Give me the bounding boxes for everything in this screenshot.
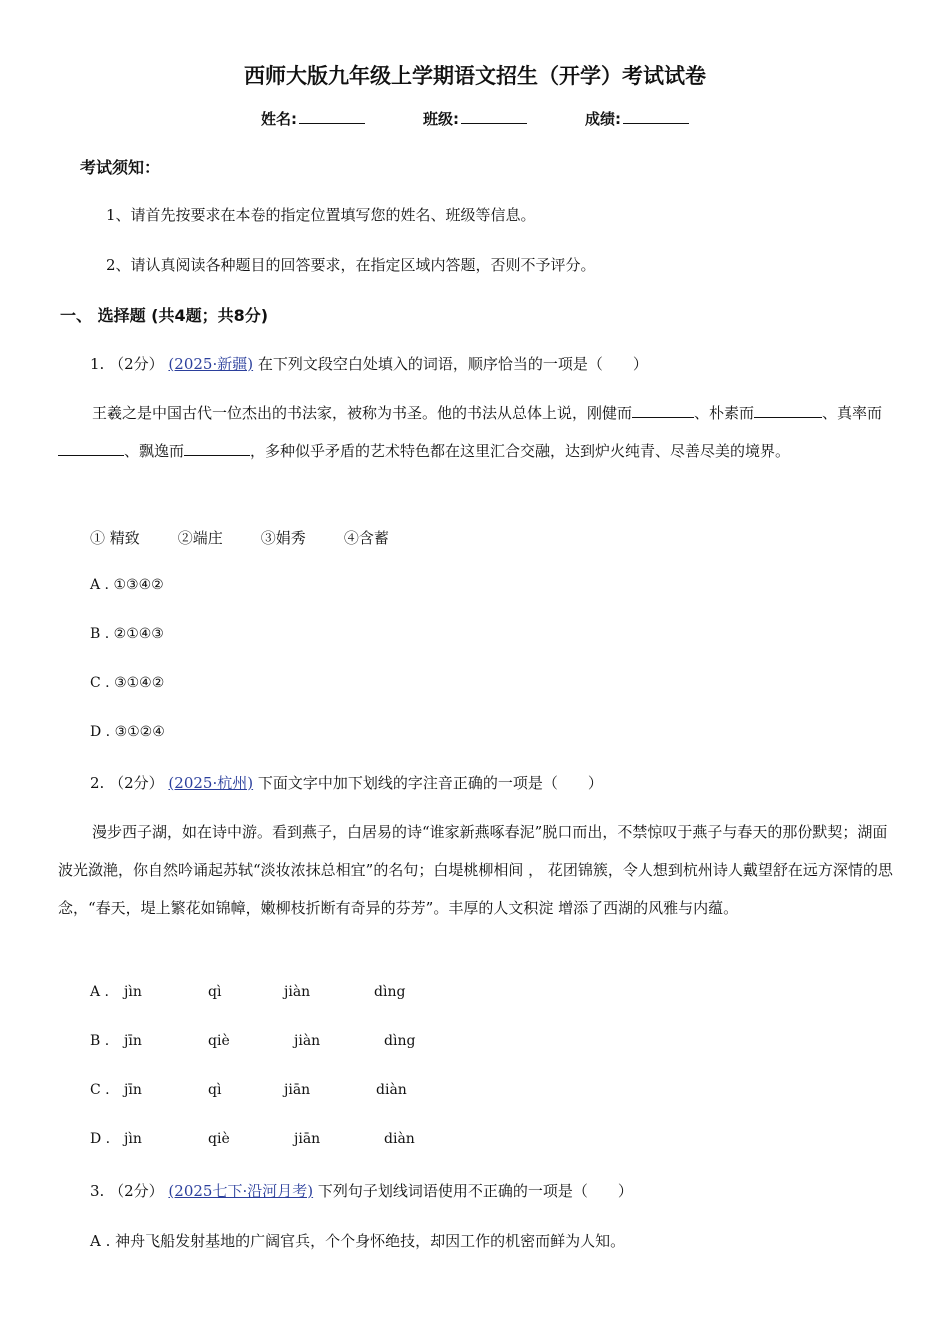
question-3-header <box>90 1180 633 1201</box>
fill-blank-2[interactable] <box>754 403 812 418</box>
question-2-option-b[interactable]: B . jīn qiè jiàn dìng <box>90 1033 416 1049</box>
section-1-heading: 一、 选择题 (共4题；共8分) <box>60 306 269 325</box>
question-3-option-a[interactable]: A . 神舟飞船发射基地的广阔官兵，个个身怀绝技，却因工作的机密而鲜为人知。 <box>90 1232 626 1250</box>
fill-blank-2-cont <box>812 403 822 418</box>
word-choice: ① 精致 <box>90 529 140 547</box>
question-3-number: 3. <box>90 1182 105 1200</box>
question-3-source-link[interactable]: (2025七下·沿河月考) <box>168 1182 314 1200</box>
notice-heading: 考试须知： <box>80 158 161 177</box>
score-blank[interactable] <box>623 109 689 124</box>
notice-item-2: 2、请认真阅读各种题目的回答要求，在指定区域内答题，否则不予评分。 <box>106 256 596 274</box>
question-1-option-a[interactable]: A . ①③④② <box>90 577 164 593</box>
question-1-option-c[interactable]: C . ③①④② <box>90 675 165 691</box>
class-label: 班级: <box>423 110 459 128</box>
word-choice: ④含蓄 <box>343 529 389 547</box>
question-2-header <box>90 772 603 793</box>
exam-title: 西师大版九年级上学期语文招生（开学）考试试卷 <box>244 64 706 88</box>
question-1-word-choices <box>90 527 389 548</box>
fill-blank-3[interactable] <box>58 441 124 456</box>
notice-item-1: 1、请首先按要求在本卷的指定位置填写您的姓名、班级等信息。 <box>106 206 536 224</box>
fill-blank-4[interactable] <box>184 441 250 456</box>
question-2-option-c[interactable]: C . jīn qì jiān diàn <box>90 1082 407 1098</box>
word-choice: ③娟秀 <box>260 529 306 547</box>
question-2-passage: 漫步西子湖，如在诗中游。看到燕子，白居易的诗“谁家新燕啄春泥”脱口而出，不禁惊叹于燕子与春天的那份默契；湖面波光潋滟，你自然吟诵起苏轼“淡妆浓抹总相宜”的名句；白堤桃柳相间 ， 花团锦簇，令人想到杭州诗人戴望舒在远方深情的思念，“春天，堤上繁花如锦幛，嫩柳枝折断有奇异的芬芳”。丰厚的人文积淀 增添了西湖的风雅与内蕴。 <box>58 823 893 917</box>
word-choice: ②端庄 <box>177 529 223 547</box>
question-1-source-link[interactable]: (2025·新疆) <box>168 355 254 373</box>
question-2-option-d[interactable]: D . jìn qiè jiān diàn <box>90 1131 415 1147</box>
student-info-line <box>0 108 950 129</box>
score-field[interactable] <box>585 108 689 129</box>
question-2-number: 2. <box>90 774 105 792</box>
class-field[interactable] <box>423 108 527 129</box>
question-1-points: （2分） <box>109 355 164 373</box>
name-field[interactable] <box>261 108 365 129</box>
score-label: 成绩: <box>585 110 621 128</box>
question-2-source-link[interactable]: (2025·杭州) <box>168 774 254 792</box>
question-1-header <box>90 353 648 374</box>
question-2-points: （2分） <box>109 774 164 792</box>
question-3-stem: 下列句子划线词语使用不正确的一项是（ ） <box>317 1182 633 1200</box>
question-1-number: 1. <box>90 355 105 373</box>
name-label: 姓名: <box>261 110 297 128</box>
question-1-stem: 在下列文段空白处填入的词语，顺序恰当的一项是（ ） <box>257 355 648 373</box>
class-blank[interactable] <box>461 109 527 124</box>
fill-blank-1[interactable] <box>632 403 694 418</box>
question-2-option-a[interactable]: A . jìn qì jiàn dìng <box>90 984 406 1000</box>
question-1-passage: 王羲之是中国古代一位杰出的书法家，被称为书圣。他的书法从总体上说，刚健而 、朴素而 、真率而、飘逸而 ，多种似乎矛盾的艺术特色都在这里汇合交融，达到炉火纯青、尽善尽美的境界。 <box>58 394 893 470</box>
question-1-option-d[interactable]: D . ③①②④ <box>90 724 165 740</box>
question-3-points: （2分） <box>109 1182 164 1200</box>
question-2-stem: 下面文字中加下划线的字注音正确的一项是（ ） <box>257 774 603 792</box>
name-blank[interactable] <box>299 109 365 124</box>
question-1-option-b[interactable]: B . ②①④③ <box>90 626 164 642</box>
